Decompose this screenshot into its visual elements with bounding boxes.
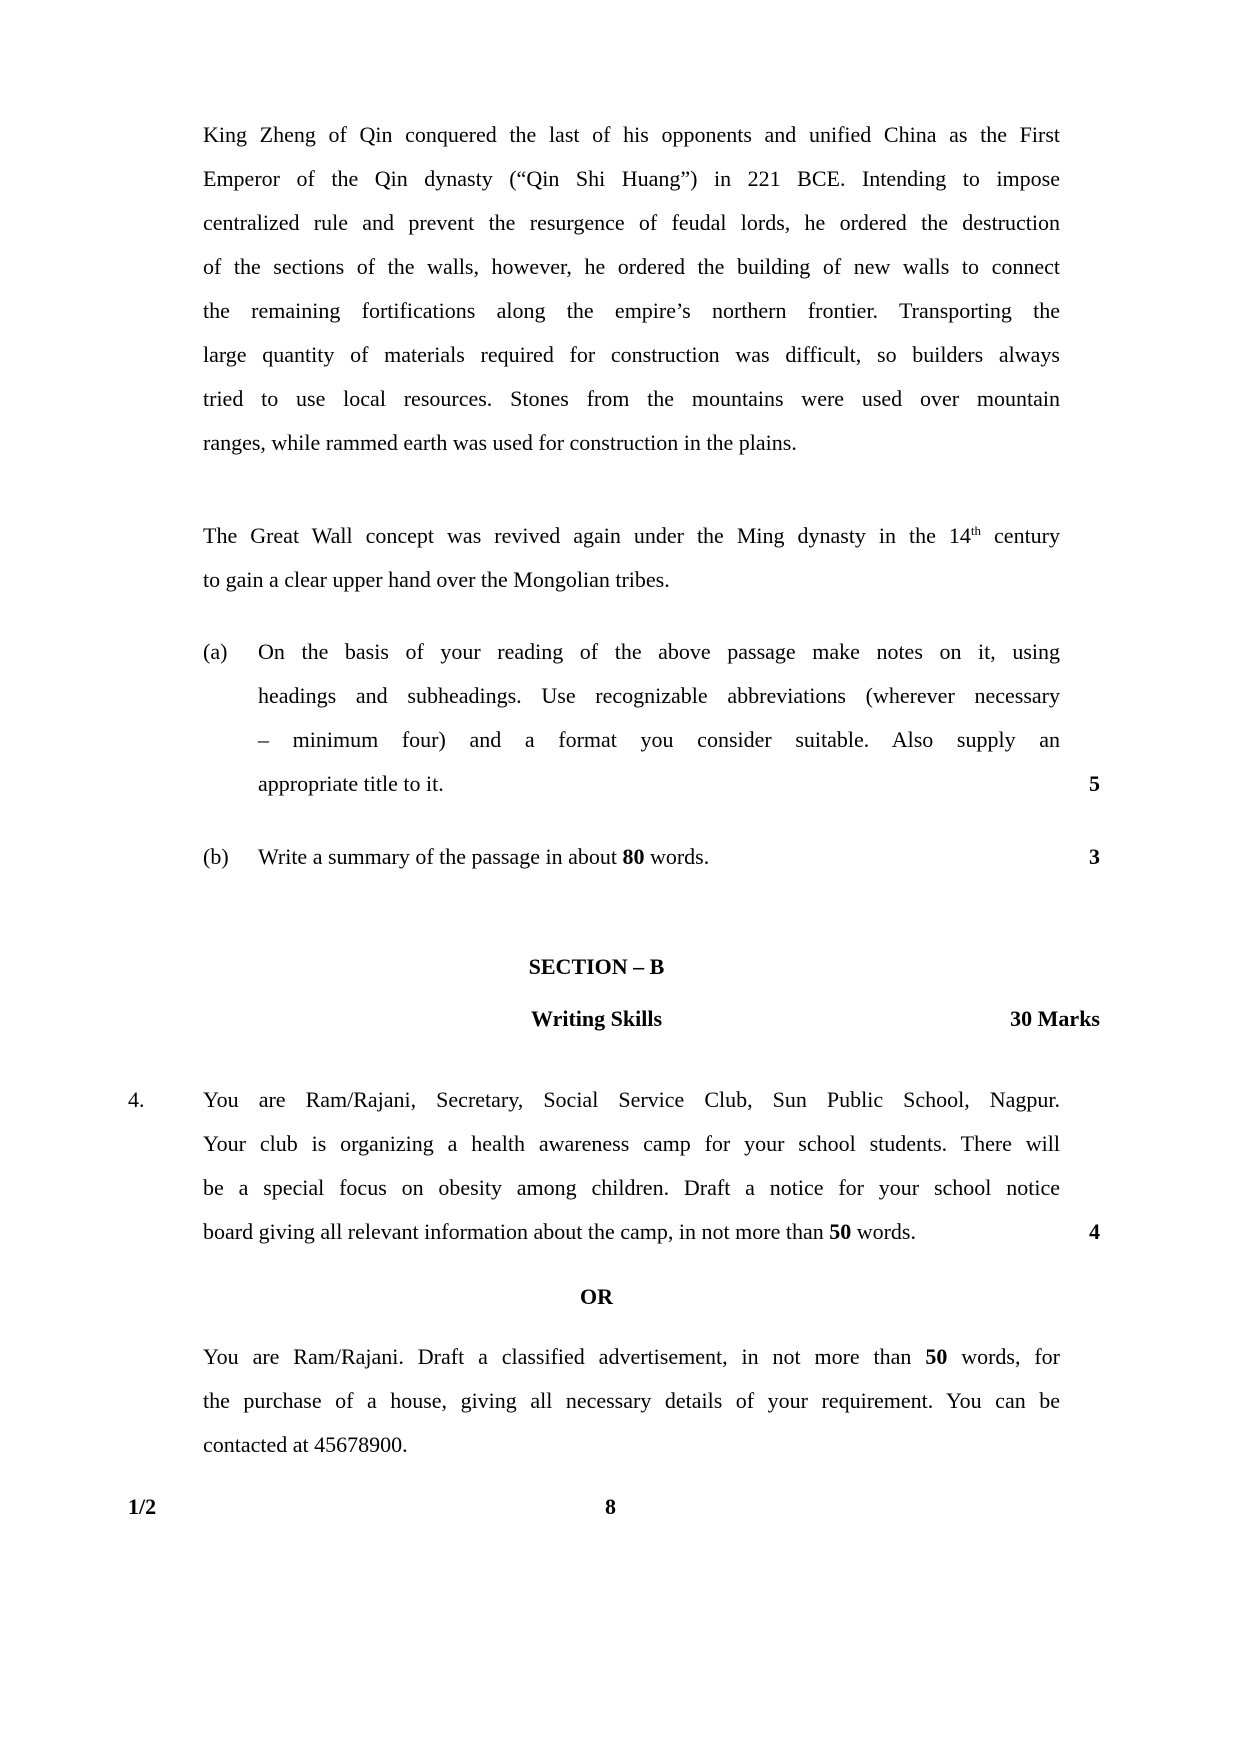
passage-paragraph-2 xyxy=(203,514,1060,602)
word-limit: 50 xyxy=(829,1219,852,1244)
passage-line: centralized rule and prevent the resurgence of feudal lords, he ordered the destruction xyxy=(203,210,1060,235)
subquestion-b xyxy=(203,835,1100,879)
passage-line: of the sections of the walls, however, he ordered the building of new walls to connect xyxy=(203,254,1060,279)
section-subtitle: Writing Skills xyxy=(530,1006,663,1031)
passage-text: The Great Wall concept was revived again under the Ming dynasty in the 14 xyxy=(203,523,971,548)
page-number: 8 xyxy=(605,1494,616,1519)
question-text: board giving all relevant information about the camp, in not more than xyxy=(203,1219,830,1244)
subquestion-a-text xyxy=(258,630,1060,806)
question-4-text xyxy=(203,1078,1060,1254)
subquestion-line: – minimum four) and a format you consider suitable. Also supply an xyxy=(258,727,1060,752)
passage-line: tried to use local resources. Stones from the mountains were used over mountain xyxy=(203,386,1060,411)
subquestion-text: words. xyxy=(644,844,710,869)
content-column xyxy=(128,113,1100,1467)
word-limit: 50 xyxy=(925,1344,948,1369)
passage-line: large quantity of materials required for construction was difficult, so builders always xyxy=(203,342,1060,367)
section-subtitle-row xyxy=(203,997,1100,1041)
paper-code: 1/2 xyxy=(128,1494,157,1519)
question-4-number: 4. xyxy=(128,1087,145,1112)
subquestion-a-label: (a) xyxy=(203,639,228,664)
subquestion-b-label: (b) xyxy=(203,844,229,869)
subquestion-line: On the basis of your reading of the above passage make notes on it, using xyxy=(258,639,1060,664)
passage-paragraph-1 xyxy=(203,113,1060,465)
question-text: words. xyxy=(851,1219,916,1244)
question-4-alternative xyxy=(203,1335,1060,1467)
passage-line: to gain a clear upper hand over the Mongolian tribes. xyxy=(203,567,670,592)
question-line: the purchase of a house, giving all necessary details of your requirement. You can be xyxy=(203,1388,1060,1413)
passage-line: Emperor of the Qin dynasty (“Qin Shi Huang”) in 221 BCE. Intending to impose xyxy=(203,166,1060,191)
question-4-marks: 4 xyxy=(1089,1219,1100,1244)
question-text: words, for xyxy=(947,1344,1061,1369)
question-text: You are Ram/Rajani. Draft a classified advertisement, in not more than xyxy=(203,1344,926,1369)
word-limit: 80 xyxy=(622,844,645,869)
passage-line: King Zheng of Qin conquered the last of his opponents and unified China as the First xyxy=(203,122,1060,147)
subquestion-b-text xyxy=(258,835,1060,879)
question-line: be a special focus on obesity among children. Draft a notice for your school notice xyxy=(203,1175,1060,1200)
subquestion-a-marks: 5 xyxy=(1089,771,1100,796)
or-separator: OR xyxy=(580,1284,613,1309)
subquestion-b-marks: 3 xyxy=(1089,844,1100,869)
subquestion-line: headings and subheadings. Use recognizable abbreviations (wherever necessary xyxy=(258,683,1060,708)
subquestion-a xyxy=(203,630,1100,806)
passage-line xyxy=(203,514,1060,558)
ordinal-superscript: th xyxy=(970,523,982,538)
question-line xyxy=(203,1210,1060,1254)
question-line: You are Ram/Rajani, Secretary, Social Service Club, Sun Public School, Nagpur. xyxy=(203,1087,1060,1112)
question-line: Your club is organizing a health awareness camp for your school students. There will xyxy=(203,1131,1060,1156)
subquestion-line xyxy=(258,835,1060,879)
section-title: SECTION – B xyxy=(528,954,665,979)
passage-text: century xyxy=(981,523,1061,548)
question-4 xyxy=(128,1078,1100,1254)
passage-line: ranges, while rammed earth was used for construction in the plains. xyxy=(203,430,797,455)
question-line xyxy=(203,1335,1060,1379)
subquestion-line: appropriate title to it. xyxy=(258,771,444,796)
section-marks: 30 Marks xyxy=(1010,1006,1100,1031)
question-line: contacted at 45678900. xyxy=(203,1432,408,1457)
passage-line: the remaining fortifications along the empire’s northern frontier. Transporting the xyxy=(203,298,1060,323)
subquestion-text: Write a summary of the passage in about xyxy=(258,844,623,869)
